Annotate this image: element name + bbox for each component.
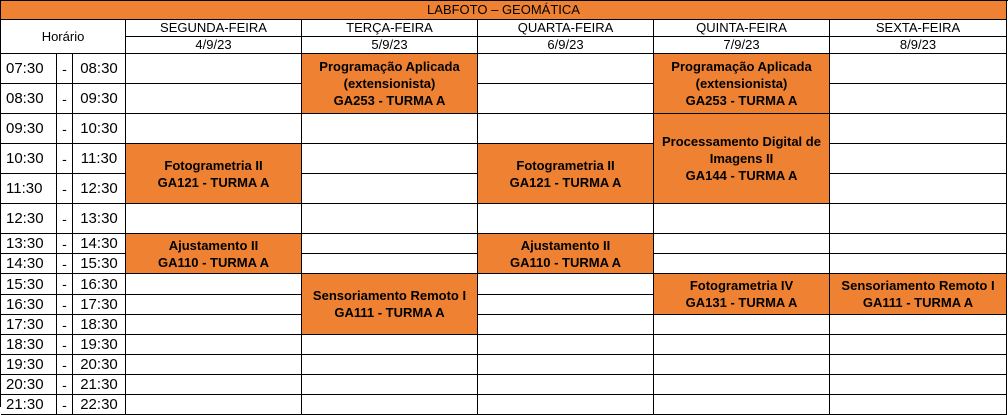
slot-separator: - — [57, 335, 73, 355]
slot-separator: - — [57, 395, 73, 415]
event-title: Fotogrametria II — [164, 157, 263, 173]
event-code: GA253 - TURMA A — [685, 93, 798, 108]
slot-start: 14:30 — [1, 254, 57, 274]
event-processamento-digital-thu — [654, 114, 830, 204]
slot-start: 13:30 — [1, 234, 57, 254]
date-monday: 4/9/23 — [126, 37, 302, 54]
slot-end: 10:30 — [73, 114, 126, 144]
slot-start: 19:30 — [1, 355, 57, 375]
empty-cell — [654, 234, 830, 254]
event-code: GA110 - TURMA A — [510, 254, 621, 270]
empty-cell — [654, 335, 830, 355]
slot-start: 15:30 — [1, 274, 57, 295]
empty-cell — [478, 114, 654, 144]
empty-cell — [126, 375, 302, 395]
empty-cell — [478, 84, 654, 114]
slot-separator: - — [57, 315, 73, 335]
slot-start: 08:30 — [1, 84, 57, 114]
slot-start: 11:30 — [1, 174, 57, 204]
empty-cell — [126, 204, 302, 234]
slot-separator: - — [57, 144, 73, 174]
slot-separator: - — [57, 204, 73, 234]
event-programacao-aplicada-tue — [302, 54, 478, 114]
empty-cell — [478, 395, 654, 415]
event-code: GA121 - TURMA A — [157, 174, 270, 190]
empty-cell — [126, 355, 302, 375]
slot-end: 12:30 — [73, 174, 126, 204]
empty-cell — [830, 355, 1007, 375]
empty-cell — [830, 144, 1007, 174]
slot-end: 18:30 — [73, 315, 126, 335]
empty-cell — [302, 174, 478, 204]
event-title: Ajustamento II — [168, 237, 259, 253]
slot-end: 16:30 — [73, 274, 126, 295]
slot-separator: - — [57, 355, 73, 375]
event-code: GA121 - TURMA A — [509, 174, 622, 190]
empty-cell — [302, 375, 478, 395]
empty-cell — [478, 274, 654, 295]
slot-end: 20:30 — [73, 355, 126, 375]
slot-end: 21:30 — [73, 375, 126, 395]
event-programacao-aplicada-thu — [654, 54, 830, 114]
empty-cell — [126, 274, 302, 295]
event-ajustamento-ii-mon — [126, 234, 302, 274]
empty-cell — [478, 295, 654, 315]
event-title: Processamento Digital de — [662, 134, 821, 149]
slot-start: 17:30 — [1, 315, 57, 335]
date-tuesday: 5/9/23 — [302, 37, 478, 54]
event-code: GA110 - TURMA A — [158, 254, 269, 270]
empty-cell — [126, 114, 302, 144]
event-sensoriamento-remoto-fri — [830, 274, 1007, 315]
empty-cell — [830, 54, 1007, 84]
slot-end: 14:30 — [73, 234, 126, 254]
event-code: GA144 - TURMA A — [685, 168, 798, 183]
slot-start: 20:30 — [1, 375, 57, 395]
event-title: Sensoriamento Remoto I — [312, 288, 467, 303]
day-header-monday: SEGUNDA-FEIRA — [126, 20, 302, 37]
slot-separator: - — [57, 234, 73, 254]
day-header-friday: SEXTA-FEIRA — [830, 20, 1007, 37]
empty-cell — [654, 395, 830, 415]
empty-cell — [830, 204, 1007, 234]
event-title: Fotogrametria II — [516, 157, 615, 173]
empty-cell — [478, 54, 654, 84]
slot-separator: - — [57, 295, 73, 315]
empty-cell — [302, 335, 478, 355]
slot-start: 21:30 — [1, 395, 57, 415]
event-fotogrametria-ii-mon — [126, 144, 302, 204]
day-header-tuesday: TERÇA-FEIRA — [302, 20, 478, 37]
empty-cell — [302, 144, 478, 174]
empty-cell — [478, 375, 654, 395]
empty-cell — [830, 234, 1007, 254]
empty-cell — [126, 335, 302, 355]
slot-separator: - — [57, 84, 73, 114]
empty-cell — [654, 375, 830, 395]
empty-cell — [302, 355, 478, 375]
event-title: Ajustamento II — [520, 237, 611, 253]
slot-end: 13:30 — [73, 204, 126, 234]
slot-end: 11:30 — [73, 144, 126, 174]
empty-cell — [302, 254, 478, 274]
schedule-title: LABFOTO – GEOMÁTICA — [1, 1, 1007, 20]
day-header-wednesday: QUARTA-FEIRA — [478, 20, 654, 37]
empty-cell — [126, 84, 302, 114]
slot-start: 09:30 — [1, 114, 57, 144]
slot-end: 09:30 — [73, 84, 126, 114]
event-code: GA131 - TURMA A — [685, 295, 798, 310]
slot-separator: - — [57, 375, 73, 395]
empty-cell — [126, 295, 302, 315]
empty-cell — [302, 114, 478, 144]
slot-separator: - — [57, 254, 73, 274]
empty-cell — [302, 234, 478, 254]
event-sensoriamento-remoto-tue — [302, 274, 478, 335]
event-subtitle: (extensionista) — [695, 76, 788, 91]
empty-cell — [302, 204, 478, 234]
event-subtitle: (extensionista) — [343, 76, 436, 91]
event-fotogrametria-ii-wed — [478, 144, 654, 204]
empty-cell — [830, 395, 1007, 415]
date-wednesday: 6/9/23 — [478, 37, 654, 54]
slot-start: 07:30 — [1, 54, 57, 84]
empty-cell — [126, 54, 302, 84]
empty-cell — [830, 84, 1007, 114]
day-header-thursday: QUINTA-FEIRA — [654, 20, 830, 37]
date-thursday: 7/9/23 — [654, 37, 830, 54]
event-title: Fotogrametria IV — [689, 278, 794, 293]
event-ajustamento-ii-wed — [478, 234, 654, 274]
empty-cell — [478, 315, 654, 335]
empty-cell — [830, 174, 1007, 204]
empty-cell — [302, 395, 478, 415]
empty-cell — [830, 375, 1007, 395]
empty-cell — [126, 395, 302, 415]
empty-cell — [478, 335, 654, 355]
slot-end: 15:30 — [73, 254, 126, 274]
event-fotogrametria-iv-thu — [654, 274, 830, 315]
empty-cell — [478, 204, 654, 234]
empty-cell — [654, 204, 830, 234]
slot-start: 10:30 — [1, 144, 57, 174]
slot-separator: - — [57, 114, 73, 144]
empty-cell — [126, 315, 302, 335]
empty-cell — [654, 254, 830, 274]
time-header: Horário — [1, 20, 126, 54]
slot-end: 19:30 — [73, 335, 126, 355]
slot-start: 12:30 — [1, 204, 57, 234]
empty-cell — [830, 114, 1007, 144]
slot-end: 17:30 — [73, 295, 126, 315]
event-title: Sensoriamento Remoto I — [841, 278, 995, 293]
slot-separator: - — [57, 274, 73, 295]
slot-separator: - — [57, 54, 73, 84]
slot-separator: - — [57, 174, 73, 204]
event-code: GA111 - TURMA A — [334, 305, 445, 320]
event-title: Programação Aplicada — [319, 59, 460, 74]
empty-cell — [830, 254, 1007, 274]
empty-cell — [478, 355, 654, 375]
slot-end: 22:30 — [73, 395, 126, 415]
empty-cell — [830, 335, 1007, 355]
empty-cell — [654, 355, 830, 375]
slot-start: 18:30 — [1, 335, 57, 355]
empty-cell — [830, 315, 1007, 335]
slot-end: 08:30 — [73, 54, 126, 84]
slot-start: 16:30 — [1, 295, 57, 315]
event-code: GA253 - TURMA A — [333, 93, 446, 108]
event-subtitle: Imagens II — [709, 151, 774, 166]
empty-cell — [654, 315, 830, 335]
date-friday: 8/9/23 — [830, 37, 1007, 54]
event-code: GA111 - TURMA A — [862, 295, 974, 310]
event-title: Programação Aplicada — [671, 59, 812, 74]
